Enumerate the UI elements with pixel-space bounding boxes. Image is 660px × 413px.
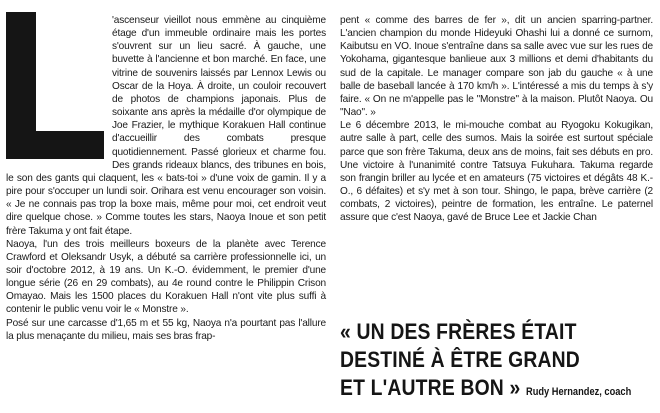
pull-quote-line-1: « UN DES FRÈRES ÉTAIT bbox=[340, 319, 577, 344]
paragraph-intro: 'ascenseur vieillot nous emmène au cinquième étage d'un immeuble ordinaire mais les portes s'ouvrent sur un lieu sacré. À gauche, une buvette à l'ancienne et bon marché. En face, une vitrine de souvenirs laissés par Lennox Lewis ou Oscar de la Hoya. À droite, un couloir recouvert de photos de champions japonais. Plus de soixante ans après la médaille d'or olympique de Joe Frazier, le mythique Korakuen Hall continue d'accueillir des combats presque quotidiennement. Passé glorieux et charme fou. Des grands rideaux blancs, des tribunes en bois, le son des gants qui claquent, les « bats-toi » d'une voix de gamin. Il y a pire pour s'occuper un lundi soir. Orihara est venu encourager son voisin. « Je ne connais pas trop la boxe mais, même pour moi, cet endroit veut dire quelque chose. » Comme toutes les stars, Naoya Inoue et son petit frère Takuma y ont fait étape. bbox=[6, 15, 326, 237]
pull-quote-line-3 bbox=[340, 374, 632, 406]
pull-quote-line-2: DESTINÉ À ÊTRE GRAND bbox=[340, 347, 580, 372]
paragraph-nickname: pent « comme des barres de fer », dit un ancien sparring-partner. L'ancien champion du monde Hideyuki Ohashi lui a donné ce surnom, Kaibutsu en VO. Inoue s'entraîne dans sa salle avec vue sur les rues de Yokohama, gigantesque banlieue aux 3 millions et demi d'habitants du sud de la capitale. Le manager compare son jab du gauche « à une balle de baseball lancée à 170 km/h ». L'intéressé a mis du temps à s'y faire. « On ne m'appelle pas le "Monstre" à la maison. Plutôt Naoya. Ou "Nao". » bbox=[340, 15, 653, 119]
article-column-left bbox=[6, 14, 326, 343]
pull-quote bbox=[340, 318, 632, 406]
paragraph-physique: Posé sur une carcasse d'1,65 m et 55 kg, Naoya n'a pourtant pas l'allure la plus menaçante du milieu, mais ses bras frap- bbox=[6, 317, 326, 342]
dropcap-l-glyph bbox=[6, 12, 104, 159]
pull-quote-line-3-text: ET L'AUTRE BON » bbox=[340, 375, 521, 400]
article-column-right bbox=[340, 14, 653, 225]
dropcap bbox=[6, 12, 104, 159]
paragraph-career-debut: Naoya, l'un des trois meilleurs boxeurs de la planète avec Terence Crawford et Oleksandr Usyk, a débuté sa carrière professionnelle ici, un soir d'octobre 2012, à 19 ans. Un K.-O. évidemment, le premier d'une longue série (26 en 29 combats), au 4e round contre le Philippin Crison Omayao. Mais les 1500 places du Korakuen Hall n'ont vite plus suffi à contenir le public venu voir le « Monstre ». bbox=[6, 238, 326, 316]
pull-quote-source: Rudy Hernandez, coach bbox=[525, 386, 632, 398]
paragraph-brothers: Le 6 décembre 2013, le mi-mouche combat au Ryogoku Kokugikan, autre salle à part, celle des sumos. Mais la soirée est surtout spéciale parce que son frère Takuma, deux ans de moins, fait ses débuts en pro. Une victoire à l'unanimité contre Tatsuya Fukuhara. Takuma regarde son frangin briller au lycée et en amateurs (75 victoires et dégâts 48 K.-O., 6 défaites) et s'y met à son tour. Shingo, le papa, brève carrière (2 combats, 2 victoires), peintre de formation, les entraîne. Le paternel assure que c'est Naoya, gavé de Bruce Lee et Jackie Chan bbox=[340, 120, 653, 224]
